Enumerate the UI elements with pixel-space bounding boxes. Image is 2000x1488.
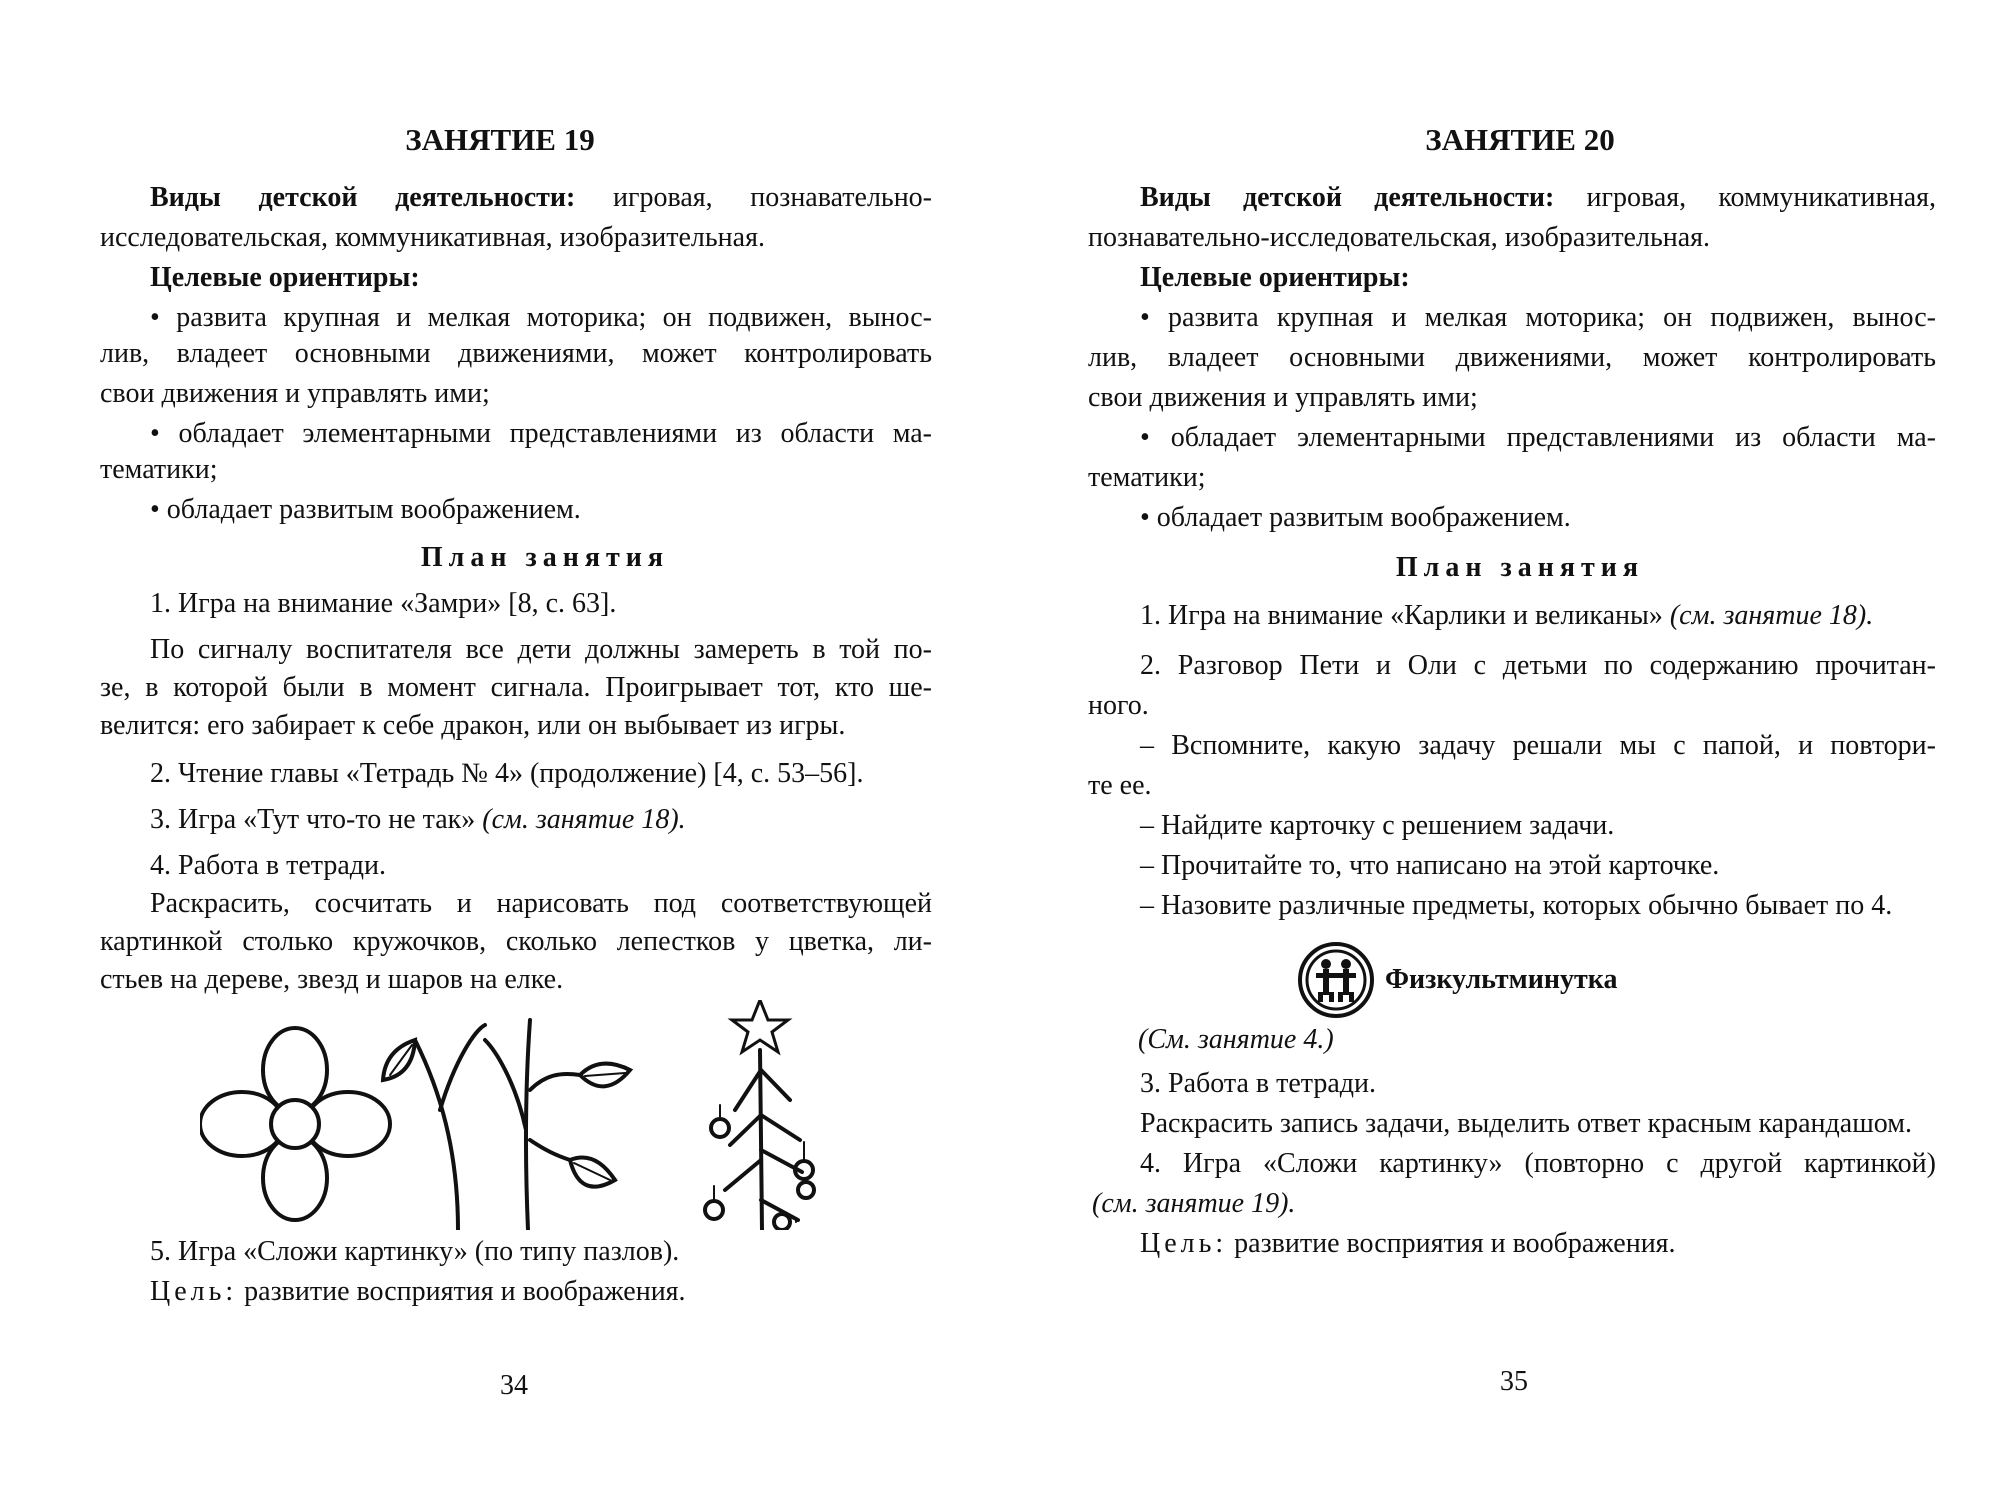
- fir-tree-picture: [705, 1000, 814, 1230]
- activities-label: Виды детской деятельности:: [150, 182, 576, 213]
- plan-item-1-ref: (см. занятие 18).: [1669, 600, 1874, 631]
- bullet-2-cont: тематики;: [100, 454, 218, 485]
- activities-label: Виды детской деятельности:: [1140, 182, 1555, 213]
- plan-item-2-cont: ного.: [1088, 690, 1149, 721]
- bullet-3: • обладает развитым воображением.: [1140, 502, 1571, 533]
- activities-line: [150, 178, 932, 218]
- targets-label: Целевые ориентиры:: [1140, 262, 1410, 293]
- question-2: – Найдите карточку с решением задачи.: [1140, 810, 1615, 841]
- goal-line: [1140, 1224, 1676, 1264]
- question-4: – Назовите различные предметы, которых обычно бывает по 4.: [1140, 890, 1893, 921]
- goal-label: Цель:: [150, 1276, 238, 1307]
- worksheet-pictures: [200, 1000, 830, 1230]
- physical-exercise-icon: [1296, 940, 1376, 1020]
- plan-item-3-ref: (см. занятие 18).: [482, 804, 686, 835]
- right-page: [1000, 0, 2000, 1488]
- bullet-3: • обладает развитым воображением.: [150, 494, 581, 525]
- bullet-2: • обладает элементарными представлениями из области ма-: [150, 418, 932, 449]
- page-number: 35: [1500, 1366, 1528, 1397]
- phys-ref: (См. занятие 4.): [1138, 1024, 1334, 1055]
- plan-title: План занятия: [1395, 552, 1645, 583]
- tree-picture: [383, 1020, 630, 1230]
- bullet-2: • обладает элементарными представлениями из области ма-: [1140, 422, 1936, 453]
- bullet-2-cont: тематики;: [1088, 462, 1206, 493]
- plan-item-1-desc: велится: его забирает к себе дракон, или он выбывает из игры.: [100, 710, 846, 741]
- bullet-1-cont: лив, владеет основными движениями, может контролировать: [1088, 342, 1936, 373]
- plan-item-4-desc: картинкой столько кружочков, сколько лепестков у цветка, ли-: [100, 926, 932, 957]
- bullet-1-cont: свои движения и управлять ими;: [100, 378, 490, 409]
- plan-item-3: [150, 800, 686, 840]
- question-1-cont: те ее.: [1088, 770, 1152, 801]
- plan-item-5: 5. Игра «Сложи картинку» (по типу пазлов).: [150, 1236, 680, 1267]
- plan-item-1-desc: зе, в которой были в момент сигнала. Проигрывает тот, кто ше-: [100, 672, 932, 703]
- goal-text: развитие восприятия и воображения.: [244, 1276, 686, 1307]
- plan-item-4-desc: стьев на дереве, звезд и шаров на елке.: [100, 964, 564, 995]
- phys-title: Физкультминутка: [1385, 964, 1618, 995]
- question-1: – Вспомните, какую задачу решали мы с папой, и повтори-: [1140, 730, 1936, 761]
- page-number: 34: [500, 1370, 528, 1401]
- page-title: ЗАНЯТИЕ 20: [1425, 122, 1615, 157]
- goal-line: [150, 1272, 686, 1312]
- activities-line: [1140, 178, 1936, 218]
- plan-item-2: 2. Чтение главы «Тетрадь № 4» (продолжение) [4, с. 53–56].: [150, 758, 864, 789]
- bullet-1: • развита крупная и мелкая моторика; он подвижен, вынос-: [150, 302, 932, 333]
- plan-item-3-text: 3. Игра «Тут что-то не так»: [150, 804, 476, 835]
- plan-item-4: 4. Работа в тетради.: [150, 850, 387, 881]
- plan-item-3-desc: Раскрасить запись задачи, выделить ответ красным карандашом.: [1140, 1108, 1912, 1139]
- plan-item-4-ref: (см. занятие 19).: [1092, 1188, 1296, 1219]
- plan-item-1: 1. Игра на внимание «Замри» [8, с. 63].: [150, 588, 617, 619]
- activities-text: игровая, познавательно-: [613, 182, 932, 213]
- bullet-1-cont: свои движения и управлять ими;: [1088, 382, 1478, 413]
- plan-item-1: [1140, 596, 1873, 636]
- bullet-1: • развита крупная и мелкая моторика; он подвижен, вынос-: [1140, 302, 1936, 333]
- targets-label: Целевые ориентиры:: [150, 262, 420, 293]
- goal-text: развитие восприятия и воображения.: [1234, 1228, 1676, 1259]
- activities-text-cont: исследовательская, коммуникативная, изобразительная.: [100, 222, 765, 253]
- plan-item-4: 4. Игра «Сложи картинку» (повторно с другой картинкой): [1140, 1148, 1936, 1179]
- plan-item-2: 2. Разговор Пети и Оли с детьми по содержанию прочитан-: [1140, 650, 1936, 681]
- plan-item-1-desc: По сигналу воспитателя все дети должны замереть в той по-: [150, 634, 932, 665]
- question-3: – Прочитайте то, что написано на этой карточке.: [1140, 850, 1720, 881]
- bullet-1-cont: лив, владеет основными движениями, может контролировать: [100, 338, 932, 369]
- activities-text-cont: познавательно-исследовательская, изобразительная.: [1088, 222, 1711, 253]
- page-title: ЗАНЯТИЕ 19: [405, 122, 595, 157]
- plan-title: План занятия: [420, 542, 670, 573]
- plan-item-3: 3. Работа в тетради.: [1140, 1068, 1377, 1099]
- plan-item-4-desc: Раскрасить, сосчитать и нарисовать под соответствующей: [150, 888, 932, 919]
- activities-text: игровая, коммуникативная,: [1586, 182, 1937, 213]
- flower-picture: [200, 1028, 390, 1220]
- goal-label: Цель:: [1140, 1228, 1228, 1259]
- plan-item-1-text: 1. Игра на внимание «Карлики и великаны»: [1140, 600, 1663, 631]
